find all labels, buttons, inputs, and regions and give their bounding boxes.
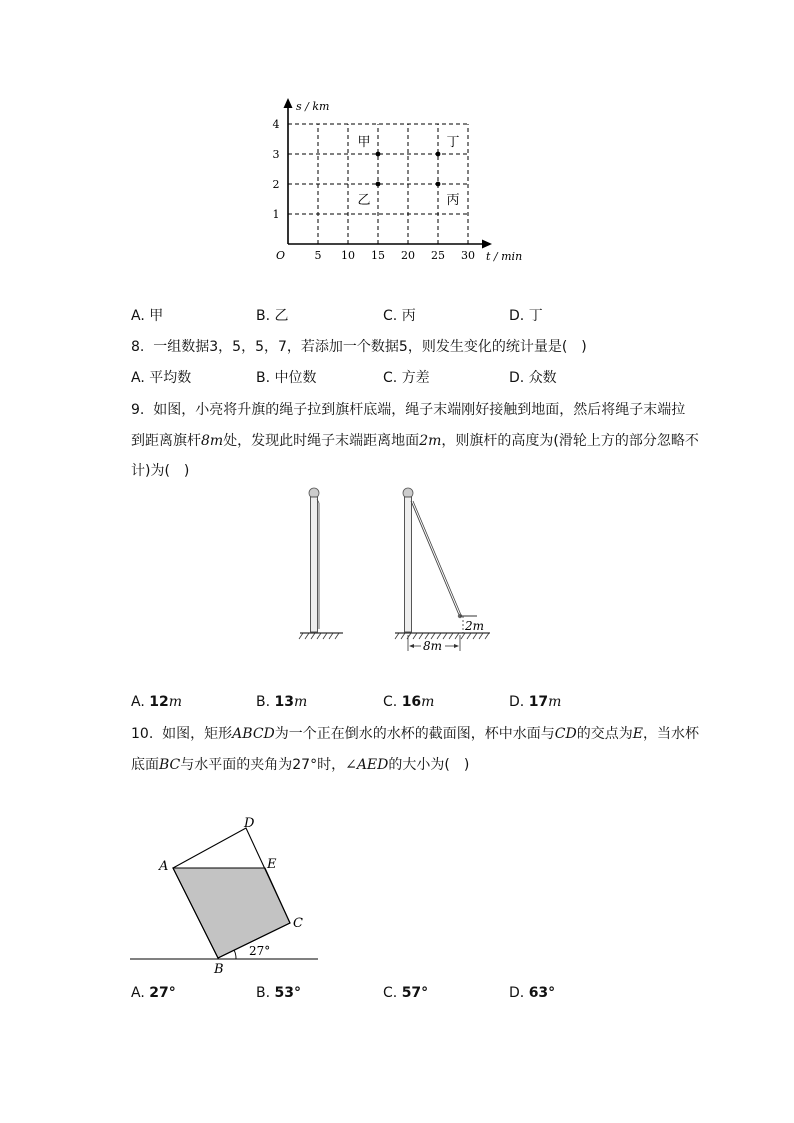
q9-option-d-unit: m bbox=[548, 694, 562, 710]
q7-point-label-1: 甲 bbox=[357, 135, 371, 150]
q10-line1-text-b: 为一个正在倒水的水杯的截面图，杯中水面与 bbox=[274, 726, 555, 742]
q10-number: 10. bbox=[131, 726, 154, 742]
q9-stem-line-1 bbox=[131, 400, 685, 420]
q8-option-b-text: 中位数 bbox=[274, 370, 317, 386]
q7-x-tick-30: 30 bbox=[461, 249, 475, 262]
q8-text-c: ，则发生变化的统计量是( ) bbox=[407, 339, 587, 355]
q7-option-a[interactable] bbox=[131, 306, 163, 326]
q7-y-axis-label: s / km bbox=[296, 100, 330, 113]
q9-option-a-key: A. bbox=[131, 694, 145, 710]
q7-option-b-key: B. bbox=[256, 308, 271, 324]
q7-x-tick-20: 20 bbox=[401, 249, 415, 262]
q7-option-c[interactable] bbox=[383, 306, 416, 326]
q10-line2-text-d: 的大小为( ) bbox=[388, 757, 470, 773]
q9-option-c-key: C. bbox=[383, 694, 398, 710]
q10-option-b-key: B. bbox=[256, 985, 271, 1001]
q8-option-c[interactable] bbox=[383, 368, 430, 388]
q8-text-b: ，若添加一个数据 bbox=[286, 339, 399, 355]
q10-option-d-key: D. bbox=[509, 985, 525, 1001]
q7-graph bbox=[260, 90, 540, 270]
q10-line2-text-a: 底面 bbox=[131, 757, 159, 773]
q9-option-d-value: 17 bbox=[528, 694, 549, 710]
q10-segment-cd: CD bbox=[554, 726, 577, 742]
q10-option-c-text: 57° bbox=[401, 985, 429, 1001]
q9-option-a-unit: m bbox=[168, 694, 182, 710]
q9-distance-8m: 8m bbox=[201, 433, 224, 449]
q7-point-3 bbox=[436, 182, 441, 187]
q8-option-d-key: D. bbox=[509, 370, 525, 386]
q10-angle-27: 27° bbox=[292, 757, 318, 773]
q9-line2-text-c: ，则旗杆的高度为(滑轮上方的部分忽略不 bbox=[441, 433, 699, 449]
q9-option-a[interactable] bbox=[131, 692, 182, 712]
q8-option-b-key: B. bbox=[256, 370, 271, 386]
q8-option-c-key: C. bbox=[383, 370, 398, 386]
q10-point-e: E bbox=[632, 726, 643, 742]
q10-line1-text-c: 的交点为 bbox=[576, 726, 633, 742]
q9-option-b[interactable] bbox=[256, 692, 307, 712]
q10-option-a[interactable] bbox=[131, 983, 176, 1003]
q8-text-a: 一组数据 bbox=[153, 339, 210, 355]
q7-y-tick-3: 3 bbox=[272, 148, 280, 161]
q8-data-values: 3，5，5，7 bbox=[209, 339, 287, 355]
q9-option-c-value: 16 bbox=[401, 694, 422, 710]
q7-y-tick-2: 2 bbox=[272, 178, 280, 191]
q10-option-d-text: 63° bbox=[528, 985, 556, 1001]
q10-line1-text-d: ，当水杯 bbox=[642, 726, 699, 742]
q7-x-tick-25: 25 bbox=[431, 249, 445, 262]
q7-point-label-3: 丙 bbox=[446, 193, 460, 208]
q9-option-b-key: B. bbox=[256, 694, 271, 710]
q10-label-a: A bbox=[159, 859, 169, 874]
q9-option-b-value: 13 bbox=[274, 694, 294, 710]
q9-label-8m: 8m bbox=[423, 639, 443, 653]
q8-number: 8. bbox=[131, 339, 145, 355]
q7-origin-label: O bbox=[276, 249, 286, 262]
q7-option-a-key: A. bbox=[131, 308, 145, 324]
q10-water-region bbox=[173, 868, 290, 958]
q9-option-c-unit: m bbox=[421, 694, 435, 710]
q10-label-e: E bbox=[267, 857, 277, 872]
q7-ticks bbox=[273, 118, 476, 262]
q9-left-flagpole bbox=[299, 488, 343, 639]
q9-flagpole-figure bbox=[295, 483, 505, 655]
q10-angle-arc bbox=[234, 950, 236, 959]
q9-option-d[interactable] bbox=[509, 692, 561, 712]
q9-number: 9. bbox=[131, 402, 145, 418]
q10-option-a-text: 27° bbox=[149, 985, 176, 1001]
q7-x-tick-15: 15 bbox=[371, 249, 385, 262]
q9-stem-line-3 bbox=[131, 461, 189, 481]
q7-x-axis-label: t / min bbox=[486, 250, 523, 263]
q7-option-b-text: 乙 bbox=[274, 308, 289, 324]
q9-line1-text: 如图，小亮将升旗的绳子拉到旗杆底端，绳子末端刚好接触到地面，然后将绳子末端拉 bbox=[153, 402, 686, 418]
q10-option-c-key: C. bbox=[383, 985, 398, 1001]
q9-option-c[interactable] bbox=[383, 692, 434, 712]
q10-stem-line-1 bbox=[131, 724, 699, 744]
q10-option-c[interactable] bbox=[383, 983, 428, 1003]
q7-x-tick-5: 5 bbox=[314, 249, 322, 262]
q7-option-d[interactable] bbox=[509, 306, 543, 326]
q10-label-c: C bbox=[293, 916, 303, 931]
q9-line3-text: 计)为( ) bbox=[131, 463, 190, 479]
q7-point-4 bbox=[436, 152, 441, 157]
q10-label-angle: 27° bbox=[249, 944, 271, 958]
q7-x-tick-10: 10 bbox=[341, 249, 355, 262]
q9-label-2m: 2m bbox=[465, 619, 485, 633]
q10-cup-figure bbox=[128, 812, 328, 980]
q10-angle-aed: ∠AED bbox=[345, 757, 389, 773]
q8-option-d[interactable] bbox=[509, 368, 557, 388]
q8-option-d-text: 众数 bbox=[528, 370, 557, 386]
q10-label-d: D bbox=[244, 816, 255, 831]
q10-line2-text-c: 时， bbox=[317, 757, 346, 773]
q9-option-d-key: D. bbox=[509, 694, 525, 710]
q7-option-b[interactable] bbox=[256, 306, 289, 326]
q10-option-a-key: A. bbox=[131, 985, 145, 1001]
q8-option-c-text: 方差 bbox=[401, 370, 430, 386]
q7-axes bbox=[284, 98, 493, 249]
q8-option-b[interactable] bbox=[256, 368, 317, 388]
q9-option-a-value: 12 bbox=[149, 694, 169, 710]
q7-y-tick-4: 4 bbox=[272, 118, 280, 131]
q9-height-2m: 2m bbox=[419, 433, 442, 449]
q10-line1-text-a: 如图，矩形 bbox=[162, 726, 233, 742]
q10-label-b: B bbox=[214, 962, 224, 977]
q7-point-1 bbox=[376, 152, 381, 157]
q10-line2-text-b: 与水平面的夹角为 bbox=[180, 757, 293, 773]
q7-option-a-text: 甲 bbox=[149, 308, 164, 324]
q9-line2-text-a: 到距离旗杆 bbox=[131, 433, 201, 449]
q10-option-b[interactable] bbox=[256, 983, 301, 1003]
q10-option-d[interactable] bbox=[509, 983, 555, 1003]
q10-rect-abcd: ABCD bbox=[232, 726, 275, 742]
q8-stem bbox=[131, 337, 587, 357]
q7-option-d-key: D. bbox=[509, 308, 525, 324]
q9-stem-line-2 bbox=[131, 431, 699, 451]
q7-option-d-text: 丁 bbox=[528, 308, 543, 324]
q9-line2-text-b: 处，发现此时绳子末端距离地面 bbox=[223, 433, 420, 449]
q9-option-b-unit: m bbox=[294, 694, 308, 710]
q8-option-a-key: A. bbox=[131, 370, 145, 386]
q7-option-c-text: 丙 bbox=[401, 308, 416, 324]
q7-point-2 bbox=[376, 182, 381, 187]
q8-option-a-text: 平均数 bbox=[149, 370, 192, 386]
q10-stem-line-2 bbox=[131, 755, 469, 775]
q7-point-label-2: 乙 bbox=[357, 193, 371, 208]
q8-option-a[interactable] bbox=[131, 368, 191, 388]
q7-option-c-key: C. bbox=[383, 308, 398, 324]
q10-segment-bc: BC bbox=[159, 757, 181, 773]
q10-option-b-text: 53° bbox=[274, 985, 301, 1001]
q8-added-value: 5 bbox=[398, 339, 408, 355]
q7-point-label-4: 丁 bbox=[446, 135, 460, 150]
q7-y-tick-1: 1 bbox=[272, 208, 280, 221]
